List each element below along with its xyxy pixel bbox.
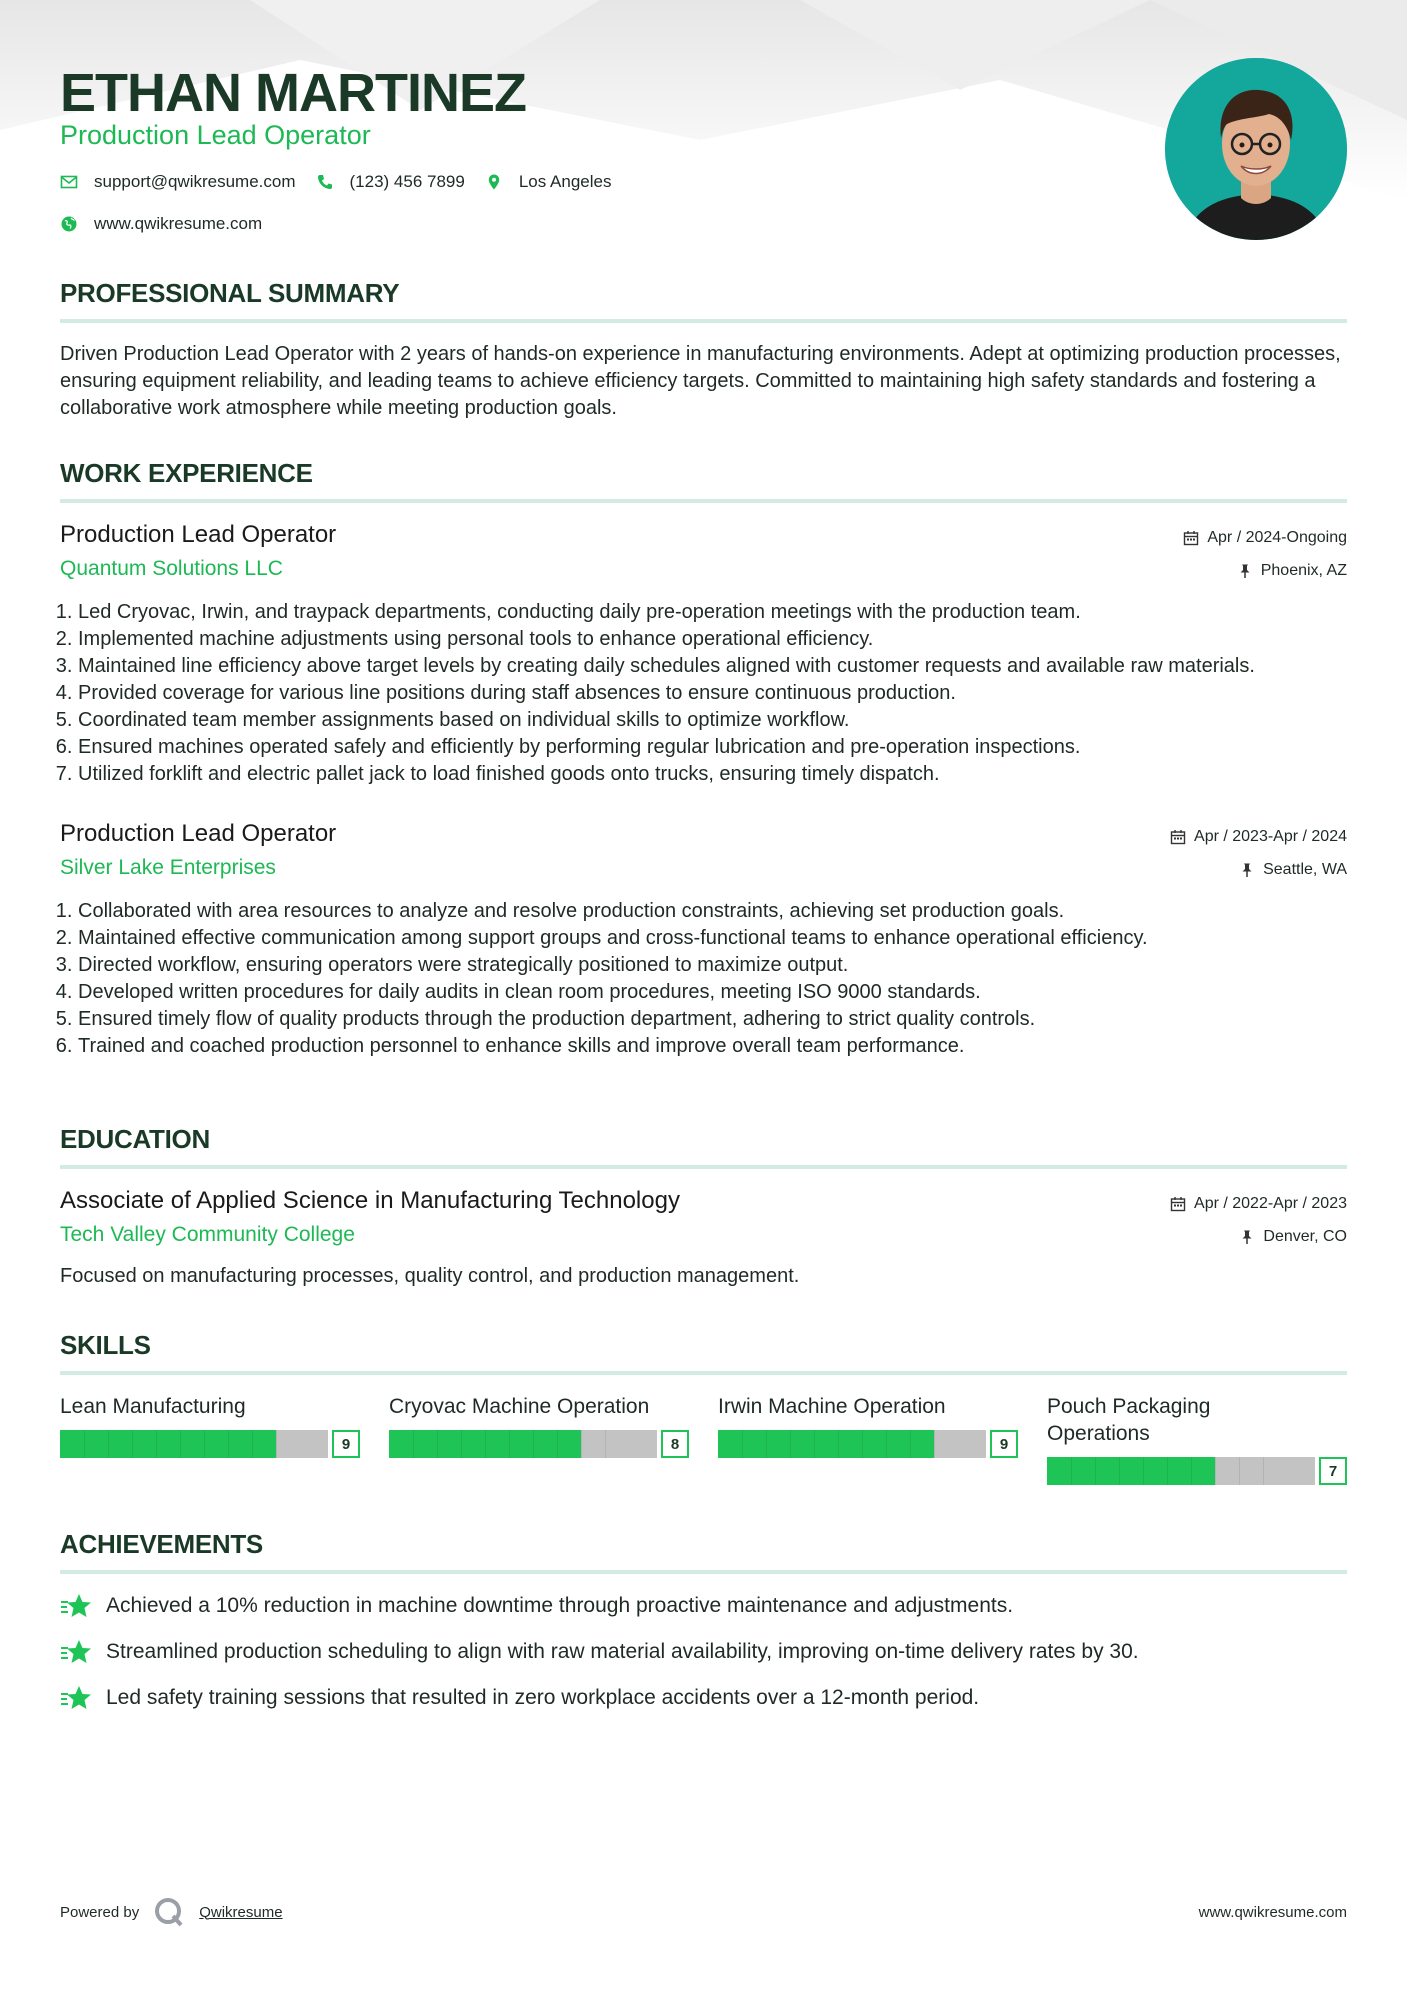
skill-bar-segment bbox=[485, 1430, 486, 1458]
experience-heading: WORK EXPERIENCE bbox=[60, 458, 313, 488]
skill-bar-segment bbox=[132, 1430, 133, 1458]
job-dates: Apr / 2024-Ongoing bbox=[1207, 528, 1347, 546]
skill-bar-segment bbox=[1191, 1457, 1192, 1485]
globe-icon bbox=[60, 215, 78, 233]
skill-bar-segment bbox=[437, 1430, 438, 1458]
skill-score: 7 bbox=[1319, 1457, 1347, 1485]
avatar bbox=[1165, 58, 1347, 240]
list-item: 7. Utilized forklift and electric pallet jack to load finished goods onto trucks, ensuring timely dispatch. bbox=[78, 761, 1347, 788]
phone-text: (123) 456 7899 bbox=[349, 172, 465, 191]
star-icon bbox=[60, 1684, 92, 1712]
skill-bar-segment bbox=[742, 1430, 743, 1458]
skill-item bbox=[389, 1393, 689, 1485]
skill-bar-segment bbox=[766, 1430, 767, 1458]
map-pin-icon bbox=[485, 173, 503, 191]
pushpin-icon bbox=[1237, 563, 1253, 579]
list-item: 4. Provided coverage for various line positions during staff absences to ensure continuous production. bbox=[78, 680, 1347, 707]
skill-bar-segment bbox=[156, 1430, 157, 1458]
star-icon bbox=[60, 1592, 92, 1620]
skill-bar-track bbox=[60, 1430, 328, 1458]
skill-bar-segment bbox=[814, 1430, 815, 1458]
skill-bar-segment bbox=[1143, 1457, 1144, 1485]
calendar-icon bbox=[1170, 1196, 1186, 1212]
achievement-item bbox=[60, 1684, 1347, 1712]
skill-bar-fill bbox=[718, 1430, 934, 1458]
contact-row bbox=[60, 172, 631, 192]
skill-bar-segment bbox=[1095, 1457, 1096, 1485]
skill-bar-segment bbox=[108, 1430, 109, 1458]
skill-bar-segment bbox=[533, 1430, 534, 1458]
skill-bar-segment bbox=[1071, 1457, 1072, 1485]
skill-bar-fill bbox=[1047, 1457, 1215, 1485]
skill-bar-track bbox=[389, 1430, 657, 1458]
job-bullets bbox=[60, 898, 1347, 1060]
skill-bar-segment bbox=[910, 1430, 911, 1458]
contact-website[interactable] bbox=[60, 214, 262, 234]
skill-bar-segment bbox=[276, 1430, 277, 1458]
skills-section bbox=[60, 1330, 1347, 1485]
skill-name: Cryovac Machine Operation bbox=[389, 1395, 650, 1418]
star-icon bbox=[60, 1638, 92, 1666]
list-item: 2. Maintained effective communication among support groups and cross-functional teams to enhance operational efficiency. bbox=[78, 925, 1347, 952]
job-company: Silver Lake Enterprises bbox=[60, 856, 276, 879]
skill-bar-segment bbox=[605, 1430, 606, 1458]
achievement-text: Achieved a 10% reduction in machine downtime through proactive maintenance and adjustments. bbox=[106, 1594, 1014, 1617]
candidate-title: Production Lead Operator bbox=[60, 120, 371, 150]
contact-phone[interactable] bbox=[316, 172, 465, 192]
school-name: Tech Valley Community College bbox=[60, 1223, 355, 1246]
education-location: Denver, CO bbox=[1263, 1227, 1347, 1245]
skill-bar-segment bbox=[84, 1430, 85, 1458]
job-entry bbox=[60, 521, 1347, 788]
job-location: Phoenix, AZ bbox=[1260, 561, 1347, 579]
education-section bbox=[60, 1124, 1347, 1290]
location-text: Los Angeles bbox=[518, 172, 612, 191]
job-dates: Apr / 2023-Apr / 2024 bbox=[1194, 827, 1347, 845]
skill-item bbox=[718, 1393, 1018, 1485]
resume-header bbox=[60, 0, 1347, 258]
envelope-icon bbox=[60, 173, 78, 191]
achievements-section bbox=[60, 1529, 1347, 1712]
achievement-text: Led safety training sessions that resulted in zero workplace accidents over a 12-month period. bbox=[106, 1686, 980, 1709]
pushpin-icon bbox=[1239, 1229, 1255, 1245]
skill-bar-segment bbox=[1119, 1457, 1120, 1485]
pushpin-icon bbox=[1239, 862, 1255, 878]
list-item: 6. Trained and coached production personnel to enhance skills and improve overall team performance. bbox=[78, 1033, 1347, 1060]
section-divider bbox=[60, 1165, 1347, 1169]
skill-bar-segment bbox=[934, 1430, 935, 1458]
section-divider bbox=[60, 499, 1347, 503]
education-dates: Apr / 2022-Apr / 2023 bbox=[1194, 1194, 1347, 1212]
website-text: www.qwikresume.com bbox=[94, 214, 263, 233]
summary-text: Driven Production Lead Operator with 2 years of hands-on experience in manufacturing environments. Adept at optimizing production processes, ensuring equipment reliability, and leading teams to achieve efficiency targets. Committed to maintaining high safety standards and fostering a collaborative work atmosphere while meeting production goals. bbox=[60, 343, 1341, 419]
skill-name: Lean Manufacturing bbox=[60, 1395, 246, 1418]
skill-bar-segment bbox=[581, 1430, 582, 1458]
page-footer bbox=[60, 1896, 1347, 1928]
section-divider bbox=[60, 1371, 1347, 1375]
achievement-item bbox=[60, 1592, 1347, 1620]
skill-bar-segment bbox=[1239, 1457, 1240, 1485]
powered-by bbox=[60, 1896, 283, 1928]
skill-bar-segment bbox=[1263, 1457, 1264, 1485]
achievement-item bbox=[60, 1638, 1347, 1666]
skill-bar-segment bbox=[862, 1430, 863, 1458]
job-company: Quantum Solutions LLC bbox=[60, 557, 283, 580]
skill-bar-segment bbox=[413, 1430, 414, 1458]
skill-bar-segment bbox=[509, 1430, 510, 1458]
list-item: 5. Ensured timely flow of quality products through the production department, adhering to strict quality controls. bbox=[78, 1006, 1347, 1033]
skill-bar-segment bbox=[1167, 1457, 1168, 1485]
degree-title: Associate of Applied Science in Manufacturing Technology bbox=[60, 1187, 680, 1214]
email-text: support@qwikresume.com bbox=[94, 172, 296, 191]
skill-score: 8 bbox=[661, 1430, 689, 1458]
list-item: 6. Ensured machines operated safely and efficiently by performing regular lubrication and pre-operation inspections. bbox=[78, 734, 1347, 761]
skill-bar-segment bbox=[790, 1430, 791, 1458]
list-item: 3. Directed workflow, ensuring operators were strategically positioned to maximize output. bbox=[78, 952, 1347, 979]
skill-bar-segment bbox=[204, 1430, 205, 1458]
job-role: Production Lead Operator bbox=[60, 820, 337, 847]
skill-score: 9 bbox=[990, 1430, 1018, 1458]
skill-item bbox=[60, 1393, 360, 1485]
contact-email[interactable] bbox=[60, 172, 296, 192]
skill-bar-segment bbox=[557, 1430, 558, 1458]
calendar-icon bbox=[1170, 829, 1186, 845]
section-divider bbox=[60, 1570, 1347, 1574]
skill-bar-segment bbox=[461, 1430, 462, 1458]
skill-rating-bar bbox=[718, 1430, 1018, 1458]
phone-icon bbox=[316, 173, 334, 191]
job-bullets bbox=[60, 599, 1347, 788]
skill-bar-segment bbox=[180, 1430, 181, 1458]
skill-bar-segment bbox=[252, 1430, 253, 1458]
education-heading: EDUCATION bbox=[60, 1124, 210, 1154]
skill-bar-track bbox=[1047, 1457, 1315, 1485]
calendar-icon bbox=[1183, 530, 1199, 546]
footer-url[interactable]: www.qwikresume.com bbox=[1198, 1903, 1347, 1921]
skill-bar-track bbox=[718, 1430, 986, 1458]
experience-section bbox=[60, 458, 1347, 1060]
list-item: 1. Led Cryovac, Irwin, and traypack departments, conducting daily pre-operation meetings with the production team. bbox=[78, 599, 1347, 626]
summary-heading: PROFESSIONAL SUMMARY bbox=[60, 278, 400, 308]
profile-photo bbox=[1165, 58, 1347, 240]
list-item: 5. Coordinated team member assignments based on individual skills to optimize workflow. bbox=[78, 707, 1347, 734]
skill-score: 9 bbox=[332, 1430, 360, 1458]
achievement-text: Streamlined production scheduling to align with raw material availability, improving on-time delivery rates by 30. bbox=[106, 1640, 1139, 1663]
skill-name: Irwin Machine Operation bbox=[718, 1395, 946, 1418]
brand-link[interactable]: Qwikresume bbox=[199, 1903, 283, 1921]
achievements-heading: ACHIEVEMENTS bbox=[60, 1529, 263, 1559]
qwikresume-logo-icon bbox=[153, 1896, 185, 1928]
skills-heading: SKILLS bbox=[60, 1330, 151, 1360]
skill-bar-segment bbox=[886, 1430, 887, 1458]
skill-rating-bar bbox=[60, 1430, 360, 1458]
job-location: Seattle, WA bbox=[1263, 860, 1347, 878]
job-entry bbox=[60, 820, 1347, 1060]
list-item: 2. Implemented machine adjustments using personal tools to enhance operational efficiency. bbox=[78, 626, 1347, 653]
skill-item bbox=[1047, 1393, 1347, 1485]
skill-bar-segment bbox=[1215, 1457, 1216, 1485]
skill-bar-fill bbox=[60, 1430, 276, 1458]
list-item: 4. Developed written procedures for daily audits in clean room procedures, meeting ISO 9000 standards. bbox=[78, 979, 1347, 1006]
job-role: Production Lead Operator bbox=[60, 521, 337, 548]
list-item: 3. Maintained line efficiency above target levels by creating daily schedules aligned with customer requests and available raw materials. bbox=[78, 653, 1347, 680]
summary-section bbox=[60, 278, 1347, 422]
skill-name: Pouch Packaging Operations bbox=[1047, 1395, 1211, 1445]
contact-location bbox=[485, 172, 612, 192]
powered-by-label: Powered by bbox=[60, 1903, 140, 1921]
skill-rating-bar bbox=[1047, 1457, 1347, 1485]
section-divider bbox=[60, 319, 1347, 323]
list-item: 1. Collaborated with area resources to analyze and resolve production constraints, achieving set production goals. bbox=[78, 898, 1347, 925]
skill-bar-segment bbox=[228, 1430, 229, 1458]
skill-bar-segment bbox=[838, 1430, 839, 1458]
skill-rating-bar bbox=[389, 1430, 689, 1458]
education-description: Focused on manufacturing processes, quality control, and production management. bbox=[60, 1265, 800, 1287]
candidate-name: ETHAN MARTINEZ bbox=[60, 63, 526, 123]
